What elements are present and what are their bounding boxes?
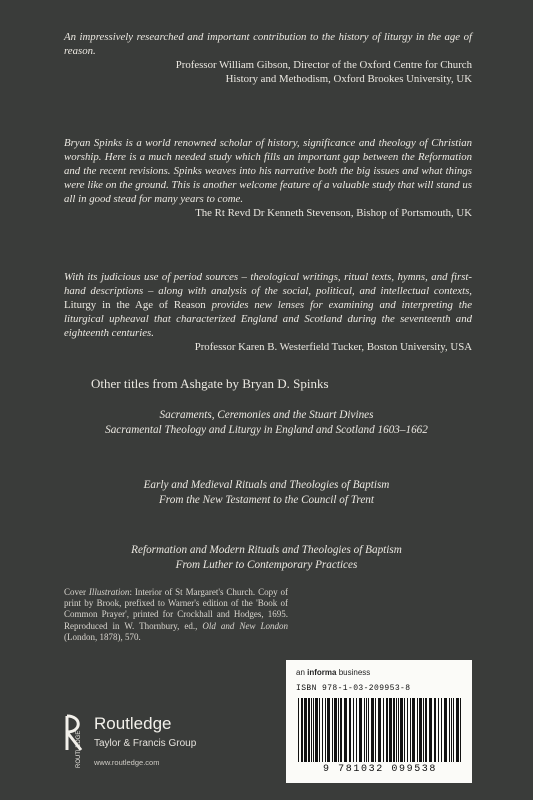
barcode-bar <box>364 698 365 762</box>
review-attribution: Professor Karen B. Westerfield Tucker, Boston University, USA <box>194 341 472 353</box>
barcode-bar <box>404 698 405 762</box>
barcode-bar <box>386 698 388 762</box>
informa-tagline <box>296 668 370 677</box>
barcode-bar <box>340 698 342 762</box>
barcode-bar <box>407 698 408 762</box>
barcode-bar <box>400 698 403 762</box>
barcode-bar <box>398 698 399 762</box>
credit-text-end: (London, 1878), 570. <box>64 631 141 642</box>
barcode-bar <box>304 698 307 762</box>
credit-source: Old and New London <box>202 620 288 631</box>
barcode-bar <box>325 698 326 762</box>
barcode-bar <box>444 698 447 762</box>
book-title: Sacraments, Ceremonies and the Stuart Divines <box>159 409 374 421</box>
review-1 <box>64 30 472 86</box>
barcode-bar <box>434 698 436 762</box>
isbn-label: ISBN 978-1-03-209953-8 <box>296 684 411 693</box>
barcode-panel <box>286 660 472 783</box>
publisher-url: www.routledge.com <box>94 758 160 767</box>
barcode-bar <box>423 698 424 762</box>
barcode-bar <box>449 698 450 762</box>
routledge-r-icon <box>64 714 86 770</box>
barcode-bar <box>301 698 303 762</box>
barcode-bar <box>425 698 427 762</box>
book-subtitle: From Luther to Contemporary Practices <box>175 558 358 571</box>
barcode-bar <box>315 698 318 762</box>
credit-prefix: Cover <box>64 587 89 597</box>
barcode-bar <box>441 698 442 762</box>
book-subtitle: From the New Testament to the Council of Trent <box>158 493 375 506</box>
credit-text: : Interior of St Margaret's Church. Copy of print by Brook, prefixed to Warner's edition of the 'Book of Common Prayer', printed for Crockhall and Hodges, 1695. Reproduced in W. Thornbury, ed., <box>64 587 288 631</box>
book-subtitle: Sacramental Theology and Liturgy in England and Scotland 1603–1662 <box>105 423 428 436</box>
informa-suffix: business <box>336 668 371 677</box>
review-quote <box>64 270 472 340</box>
review-quote-book-title: Liturgy in the Age of Reason <box>64 299 206 311</box>
publisher-group: Taylor & Francis Group <box>94 738 197 749</box>
book-title: Reformation and Modern Rituals and Theologies of Baptism <box>131 544 402 556</box>
barcode-bar <box>383 698 384 762</box>
barcode-bar <box>353 698 354 762</box>
book-title: Early and Medieval Rituals and Theologies of Baptism <box>143 479 390 491</box>
barcode-bar <box>313 698 314 762</box>
publisher-brand: Routledge <box>94 714 172 733</box>
review-attribution: The Rt Revd Dr Kenneth Stevenson, Bishop of Portsmouth, UK <box>195 207 472 219</box>
barcode-bar <box>456 698 459 762</box>
barcode-bar <box>356 698 357 762</box>
barcode-bar <box>332 698 333 762</box>
barcode-digits: 9 781032 099538 <box>322 764 437 775</box>
barcode-bar <box>451 698 452 762</box>
barcode-bar <box>412 698 415 762</box>
barcode-bar <box>410 698 411 762</box>
review-quote-part1: With its judicious use of period sources – theological writings, ritual texts, hymns, and first-hand descriptions – along with analysis of the social, political, and intellectual contexts, <box>64 271 472 297</box>
barcode-bar <box>368 698 369 762</box>
other-titles-heading: Other titles from Ashgate by Bryan D. Spinks <box>91 376 329 391</box>
barcode-bar <box>311 698 312 762</box>
barcode-bar <box>460 698 461 762</box>
barcode-bar <box>429 698 432 762</box>
barcode-bar <box>327 698 330 762</box>
barcode-bar <box>344 698 347 762</box>
barcode-bar <box>419 698 422 762</box>
barcode-bar <box>322 698 323 762</box>
barcode-bar <box>349 698 351 762</box>
review-quote-part2: provides new lenses for examining and interpreting the liturgical upheaval that characterized England and Scotland during the seventeenth and eighteenth centuries. <box>64 299 472 339</box>
review-3 <box>64 270 472 354</box>
cover-illustration-credit <box>64 587 288 643</box>
barcode-bar <box>334 698 337 762</box>
barcode-bar <box>298 698 299 762</box>
review-quote: An impressively researched and important contribution to the history of liturgy in the age of reason. <box>64 31 472 57</box>
barcode-bar <box>319 698 320 762</box>
barcode-bar <box>375 698 376 762</box>
barcode-bar <box>338 698 339 762</box>
review-attribution-line2: History and Methodism, Oxford Brookes University, UK <box>225 73 472 85</box>
review-2 <box>64 136 472 220</box>
barcode-bar <box>389 698 392 762</box>
review-attribution: Professor William Gibson, Director of the Oxford Centre for Church <box>175 59 472 71</box>
publisher-side-text: ROUTLEDGE <box>76 730 82 768</box>
barcode-bar <box>366 698 367 762</box>
barcode-bar <box>371 698 374 762</box>
barcode-icon <box>294 698 466 766</box>
barcode-bar <box>417 698 418 762</box>
barcode-bar <box>308 698 310 762</box>
barcode-bar <box>438 698 439 762</box>
barcode-bar <box>396 698 397 762</box>
barcode-bar <box>393 698 395 762</box>
other-title-3 <box>0 543 533 572</box>
barcode-bar <box>359 698 362 762</box>
review-quote: Bryan Spinks is a world renowned scholar of history, significance and theology of Christian worship. Here is a much needed study which fills an important gap between the Reformation and the recent revisions. Spinks weaves into his narrative both the big issues and what things were like on the ground. This is another welcome feature of a valuable study that will stand us all in good stead for many years to come. <box>64 137 472 205</box>
other-title-2 <box>0 478 533 507</box>
other-title-1 <box>0 408 533 437</box>
publisher-logo <box>64 708 244 780</box>
informa-prefix: an <box>296 668 308 677</box>
informa-brand: informa <box>307 668 337 677</box>
barcode-bar <box>378 698 381 762</box>
barcode-bar <box>453 698 454 762</box>
credit-label: Illustration <box>88 587 130 597</box>
